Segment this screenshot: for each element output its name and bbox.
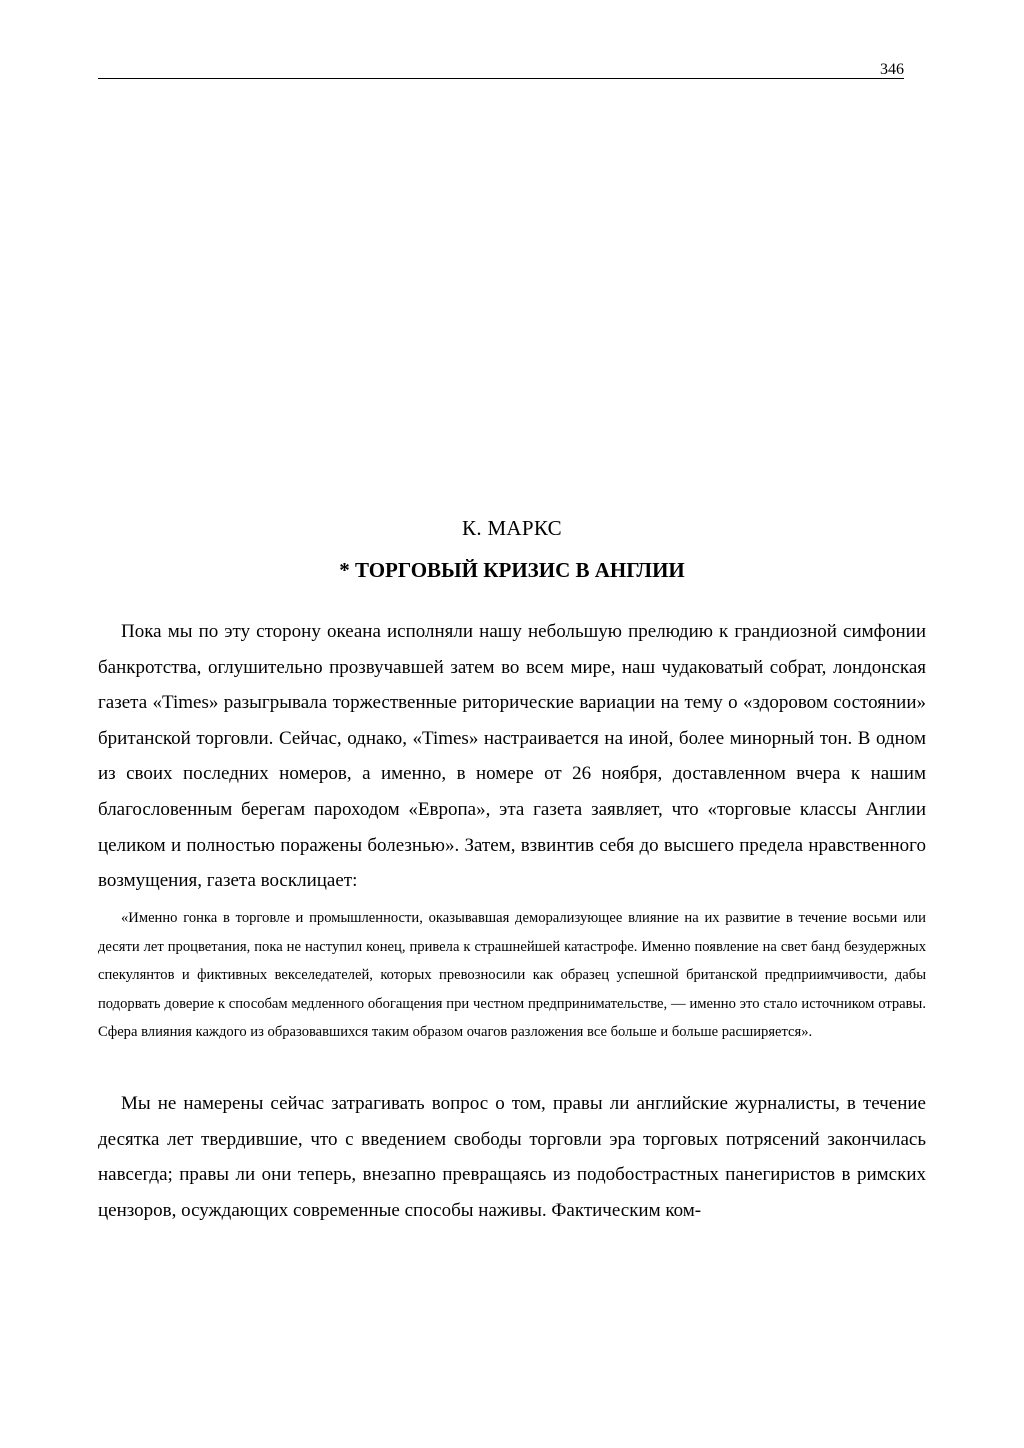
article-title: * ТОРГОВЫЙ КРИЗИС В АНГЛИИ <box>339 558 685 582</box>
body-paragraph-1: Пока мы по эту сторону океана исполняли нашу небольшую прелюдию к грандиозной симфонии банкротства, оглушительно прозвучавшей затем во всем мире, наш чудаковатый собрат, лондонская газета «Times» разыгрывала торжественные риторические вариации на тему о «здоровом состоянии» британской торговли. Сейчас, однако, «Times» настраивается на иной, более минорный тон. В одном из своих последних номеров, а именно, в номере от 26 ноября, доставленном вчера к нашим благословенным берегам пароходом «Европа», эта газета заявляет, что «торговые классы Англии целиком и полностью поражены болезнью». Затем, взвинтив себя до высшего предела нравственного возмущения, газета восклицает: <box>98 621 926 892</box>
body-paragraph-2: Мы не намерены сейчас затрагивать вопрос о том, правы ли английские журналисты, в течение десятка лет твердившие, что с введением свободы торговли эра торговых потрясений закончилась навсегда; правы ли они теперь, внезапно превращаясь из подобострастных панегиристов в римских цензоров, осуждающих современные способы наживы. Фактическим ком- <box>98 1093 926 1221</box>
author-name: К. МАРКС <box>462 516 562 540</box>
page-number: 346 <box>880 61 904 78</box>
header-rule <box>98 78 904 79</box>
block-quote: «Именно гонка в торговле и промышленности, оказывавшая деморализующее влияние на их развитие в течение восьми или десяти лет процветания, пока не наступил конец, привела к страшнейшей катастрофе. Именно появление на свет банд безудержных спекулянтов и фиктивных векселедателей, которых превозносили как образец успешной британской предприимчивости, дабы подорвать доверие к способам медленного обогащения при честном предпринимательстве, — именно это стало источником отравы. Сфера влияния каждого из образовавшихся таким образом очагов разложения все больше и больше расширяется». <box>98 910 926 1041</box>
